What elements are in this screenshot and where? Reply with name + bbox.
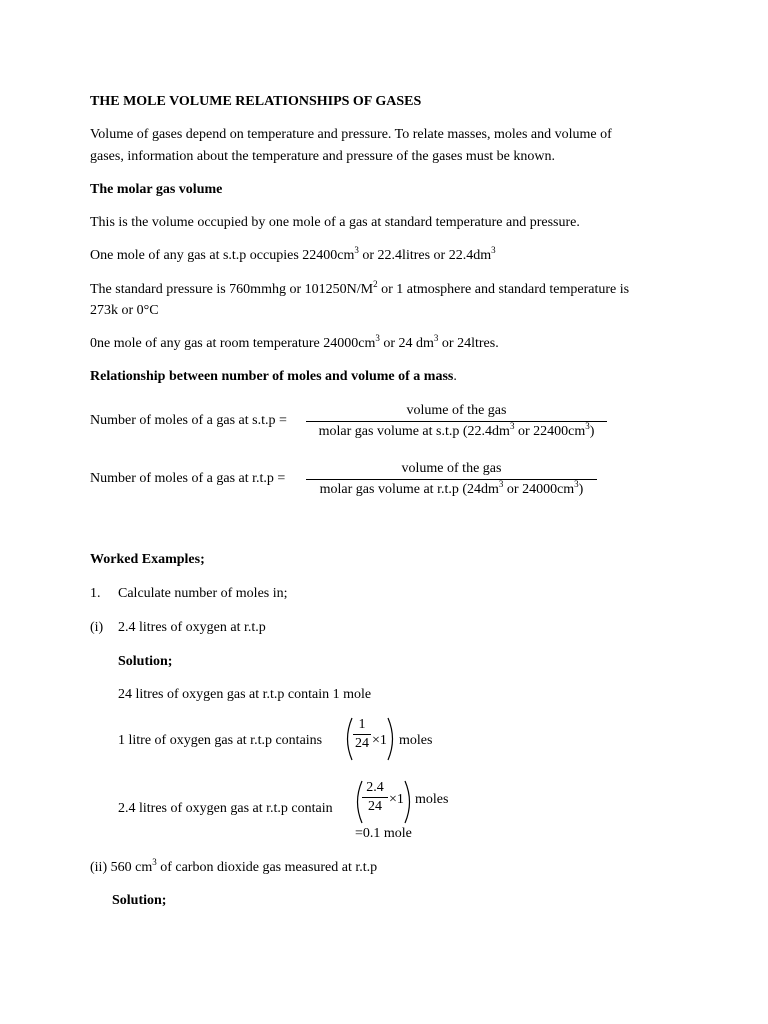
step-2-fraction: 1 24 xyxy=(355,717,369,751)
intro-line-2: gases, information about the temperature and pressure of the gases must be known. xyxy=(90,149,555,164)
rtp-volume-text: 0ne mole of any gas at room temperature $24000cm^3$ or 24 $dm^3$ or 24ltres. xyxy=(90,333,499,351)
step-2-unit: moles xyxy=(399,733,433,748)
solution-step-3-text: 2.4 litres of oxygen gas at r.t.p contain xyxy=(118,801,333,816)
formula-stp-denominator: molar gas volume at s.t.p ($22.4dm^3$ or $22400cm^3$) xyxy=(318,421,595,439)
heading-relationship: Relationship between number of moles and volume of a mass. xyxy=(90,369,457,384)
formula-rtp-fraction xyxy=(306,461,597,498)
solution-heading-2: Solution; xyxy=(112,893,167,908)
document-title: THE MOLE VOLUME RELATIONSHIPS OF GASES xyxy=(90,94,422,109)
step-2-multiplier: ×1 xyxy=(372,733,387,748)
solution-heading-1: Solution; xyxy=(118,654,173,669)
formula-rtp-lhs: Number of moles of a gas at r.t.p = xyxy=(90,471,286,486)
standard-conditions-line-2: 273k or 0°C xyxy=(90,303,159,318)
heading-molar-gas-volume: The molar gas volume xyxy=(90,182,223,197)
right-parenthesis xyxy=(403,780,415,824)
intro-line-1: Volume of gases depend on temperature and pressure. To relate masses, moles and volume of xyxy=(90,127,612,142)
step-3-fraction: 2.4 24 xyxy=(362,780,388,815)
fraction-bar xyxy=(306,479,597,480)
heading-worked-examples: Worked Examples; xyxy=(90,552,205,567)
standard-conditions-line-1: The standard pressure is 760mmhg or $101250N/M^2$ or 1 atmosphere and standard temperature is xyxy=(90,279,630,297)
formula-rtp-denominator: molar gas volume at r.t.p ($24dm^3$ or $24000cm^3$) xyxy=(319,479,584,497)
solution-step-2-text: 1 litre of oxygen gas at r.t.p contains xyxy=(118,733,323,748)
step-3-result: =0.1 mole xyxy=(355,826,412,841)
fraction-bar xyxy=(306,421,607,422)
formula-stp-fraction xyxy=(306,403,607,440)
right-parenthesis xyxy=(386,717,398,761)
question-1-i: (i) 2.4 litres of oxygen at r.t.p xyxy=(90,620,266,635)
step-3-multiplier: ×1 xyxy=(389,792,404,807)
question-1: 1. Calculate number of moles in; xyxy=(90,586,288,601)
formula-stp-lhs: Number of moles of a gas at s.t.p = xyxy=(90,413,287,428)
formula-stp-numerator: volume of the gas xyxy=(406,403,507,418)
question-1-ii: (ii) 560 $cm^3$ of carbon dioxide gas measured at r.t.p xyxy=(90,857,378,875)
formula-rtp-numerator: volume of the gas xyxy=(401,461,502,476)
definition-text: This is the volume occupied by one mole of a gas at standard temperature and pressure. xyxy=(90,215,580,230)
step-3-unit: moles xyxy=(415,792,449,807)
stp-volume-text: One mole of any gas at s.t.p occupies $22400cm^3$ or 22.4litres or $22.4dm^3$ xyxy=(90,245,496,263)
solution-step-1: 24 litres of oxygen gas at r.t.p contain 1 mole xyxy=(118,687,372,702)
